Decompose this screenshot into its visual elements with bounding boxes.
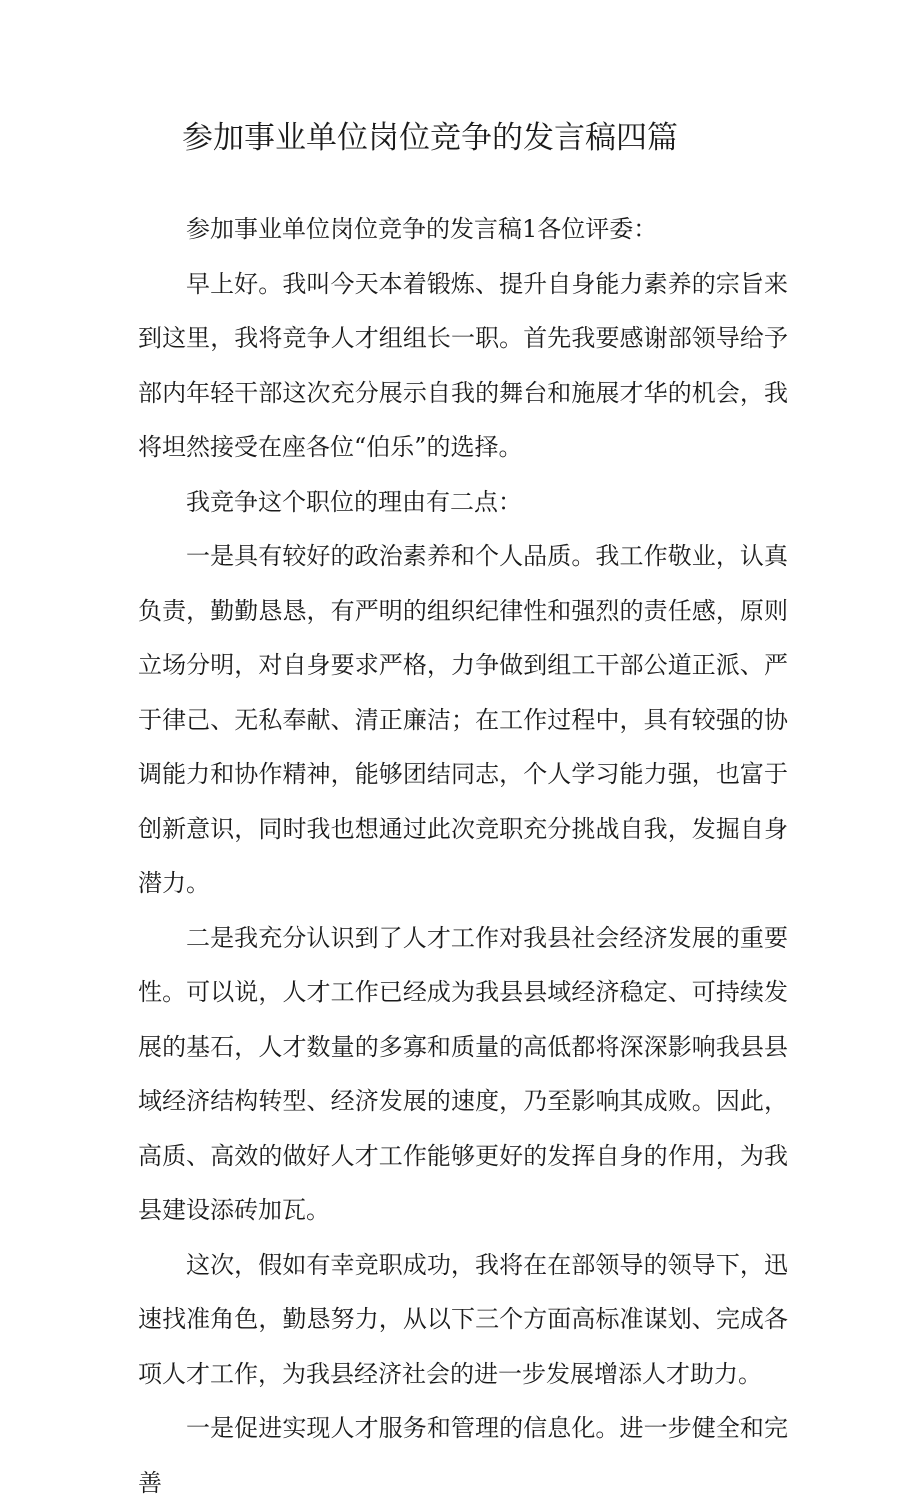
document-title: 参加事业单位岗位竞争的发言稿四篇 — [182, 120, 678, 156]
paragraph-intro: 早上好。我叫今天本着锻炼、提升自身能力素养的宗旨来到这里，我将竞争人才组组长一职。首先我要感谢部领导给予部内年轻干部这次充分展示自我的舞台和施展才华的机会，我将坦然接受在座各位“伯乐”的选择。 — [138, 269, 788, 461]
paragraph-reasons-heading: 我竞争这个职位的理由有二点： — [186, 487, 522, 516]
document-body — [138, 202, 788, 1510]
paragraph-reason-two: 二是我充分认识到了人才工作对我县社会经济发展的重要性。可以说，人才工作已经成为我县县域经济稳定、可持续发展的基石，人才数量的多寡和质量的高低都将深深影响我县县域经济结构转型、经济发展的速度，乃至影响其成败。因此，高质、高效的做好人才工作能够更好的发挥自身的作用，为我县建设添砖加瓦。 — [138, 923, 788, 1224]
paragraph-plan-one: 一是促进实现人才服务和管理的信息化。进一步健全和完善 — [138, 1414, 788, 1497]
paragraph-reason-one: 一是具有较好的政治素养和个人品质。我工作敬业，认真负责，勤勤恳恳，有严明的组织纪律性和强烈的责任感，原则立场分明，对自身要求严格，力争做到组工干部公道正派、严于律己、无私奉献、清正廉洁；在工作过程中，具有较强的协调能力和协作精神，能够团结同志，个人学习能力强，也富于创新意识，同时我也想通过此次竞职充分挑战自我，发掘自身潜力。 — [138, 542, 788, 897]
paragraph-greeting: 参加事业单位岗位竞争的发言稿1各位评委： — [186, 215, 658, 243]
paragraph-plan: 这次，假如有幸竞职成功，我将在在部领导的领导下，迅速找准角色，勤恳努力，从以下三个方面高标准谋划、完成各项人才工作，为我县经济社会的进一步发展增添人才助力。 — [138, 1250, 788, 1388]
